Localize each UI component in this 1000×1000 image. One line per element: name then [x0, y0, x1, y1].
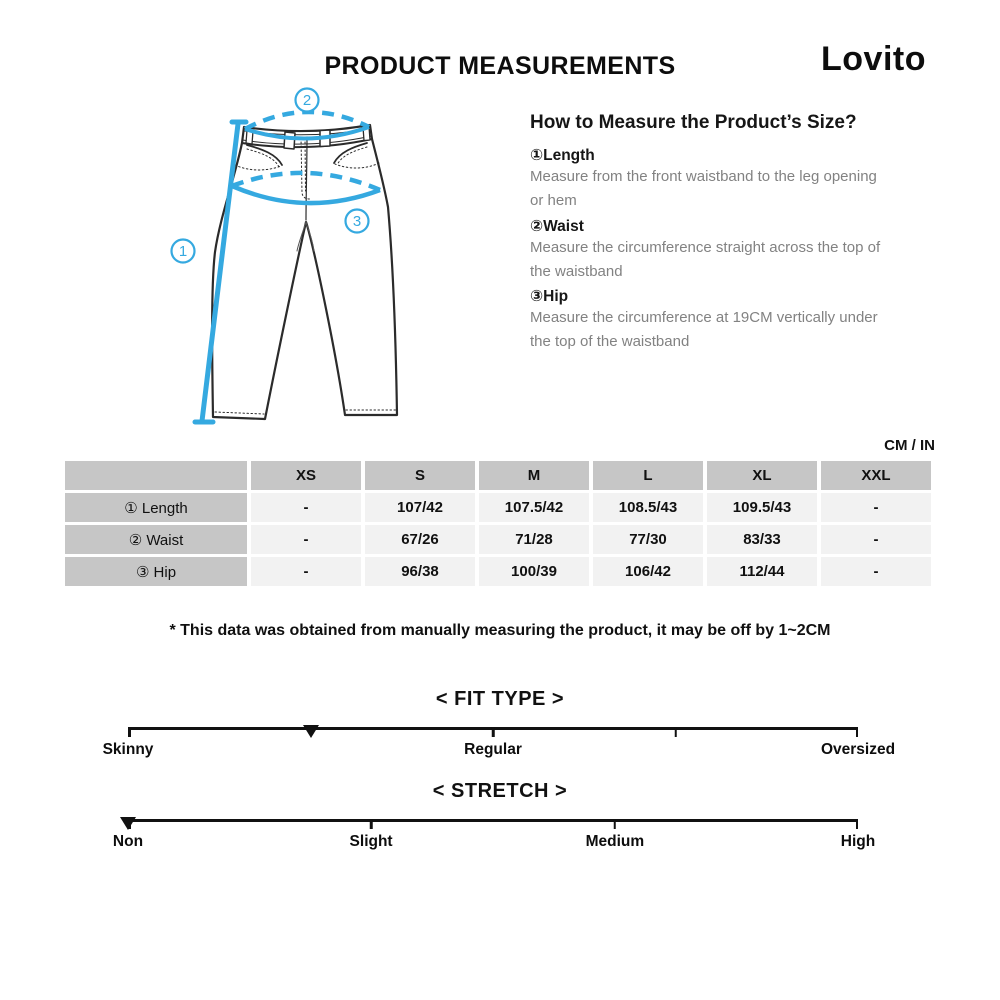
measurement-cell: -: [821, 525, 931, 554]
fit-type-title: < FIT TYPE >: [435, 688, 565, 710]
stretch-label: Medium: [585, 833, 645, 850]
measure-instruction: [530, 146, 938, 214]
measurement-cell: 106/42: [593, 557, 703, 586]
stretch-axis: [112, 819, 876, 850]
measurement-cell: 112/44: [707, 557, 817, 586]
size-column-header: XXL: [821, 461, 931, 490]
measurement-cell: -: [821, 557, 931, 586]
measurement-cell: 109.5/43: [707, 493, 817, 522]
measurement-cell: 71/28: [479, 525, 589, 554]
size-column-header: L: [593, 461, 703, 490]
how-to-heading: How to Measure the Product’s Size?: [530, 112, 857, 133]
how-to-items: [530, 146, 938, 355]
table-row: [65, 557, 931, 586]
annotation-waist-number: 2: [302, 92, 312, 109]
stretch-marker-icon: [120, 817, 136, 830]
size-column-header: XS: [251, 461, 361, 490]
fit-type-label: Oversized: [820, 741, 896, 758]
table-row: [65, 493, 931, 522]
measurement-cell: 96/38: [365, 557, 475, 586]
measure-term: ③Hip: [530, 288, 569, 306]
table-header-row: [65, 461, 931, 490]
fit-type-axis-end-cap: [856, 727, 859, 737]
belt-loop: [284, 132, 295, 149]
size-column-header: S: [365, 461, 475, 490]
measure-term: ①Length: [530, 147, 595, 164]
table-corner-cell: [65, 461, 247, 490]
measurement-cell: 107/42: [365, 493, 475, 522]
table-row: [65, 525, 931, 554]
waist-measure-arc-dashed: [245, 112, 369, 129]
measurement-cell: -: [251, 493, 361, 522]
measurement-cell: 100/39: [479, 557, 589, 586]
stretch-axis-end-cap: [856, 819, 859, 829]
fit-type-label: Regular: [464, 741, 522, 758]
measurement-cell: -: [251, 557, 361, 586]
annotation-length-number: 1: [178, 243, 188, 260]
how-to-section: [530, 112, 938, 355]
fit-type-axis-tick: [492, 727, 495, 737]
measurement-cell: 83/33: [707, 525, 817, 554]
stretch-label: Non: [112, 833, 144, 850]
measure-description: Measure from the front waistband to the leg opening or hem: [530, 168, 877, 210]
stretch-scale: [0, 780, 1000, 850]
stretch-title: < STRETCH >: [432, 780, 568, 802]
size-table: [61, 458, 935, 589]
measurement-cell: -: [821, 493, 931, 522]
fit-type-axis-tick: [674, 727, 677, 737]
measurement-cell: 77/30: [593, 525, 703, 554]
measurement-cell: 67/26: [365, 525, 475, 554]
unit-label: CM / IN: [884, 437, 935, 454]
pants-diagram: [150, 85, 470, 445]
measurement-note: * This data was obtained from manually measuring the product, it may be off by 1~2CM: [169, 622, 831, 639]
measure-instruction: [530, 287, 938, 355]
stretch-axis-tick: [370, 819, 373, 829]
stretch-label: Slight: [349, 833, 393, 850]
fit-type-axis-end-cap: [128, 727, 131, 737]
fit-type-label: Skinny: [102, 741, 154, 758]
measure-term: ②Waist: [530, 217, 584, 235]
fit-type-marker-icon: [303, 725, 319, 738]
measurement-cell: 107.5/42: [479, 493, 589, 522]
fit-type-axis: [102, 727, 896, 758]
stretch-label: High: [840, 833, 876, 850]
measure-description: Measure the circumference at 19CM vertically under the top of the waistband: [530, 309, 878, 351]
annotation-hip-number: 3: [352, 213, 362, 230]
fit-type-scale: [0, 688, 1000, 758]
measurement-row-label: ① Length: [65, 493, 247, 522]
measurement-cell: 108.5/43: [593, 493, 703, 522]
page-title: PRODUCT MEASUREMENTS: [324, 52, 676, 80]
measurement-row-label: ③ Hip: [65, 557, 247, 586]
measurement-cell: -: [251, 525, 361, 554]
pants-illustration: [150, 85, 470, 445]
stretch-axis-tick: [614, 819, 617, 829]
brand-logo: Lovito: [821, 40, 926, 78]
measure-instruction: [530, 217, 938, 285]
measure-description: Measure the circumference straight across the top of the waistband: [530, 238, 881, 280]
measurement-row-label: ② Waist: [65, 525, 247, 554]
size-column-header: M: [479, 461, 589, 490]
size-column-header: XL: [707, 461, 817, 490]
pants-outline: [212, 125, 397, 419]
